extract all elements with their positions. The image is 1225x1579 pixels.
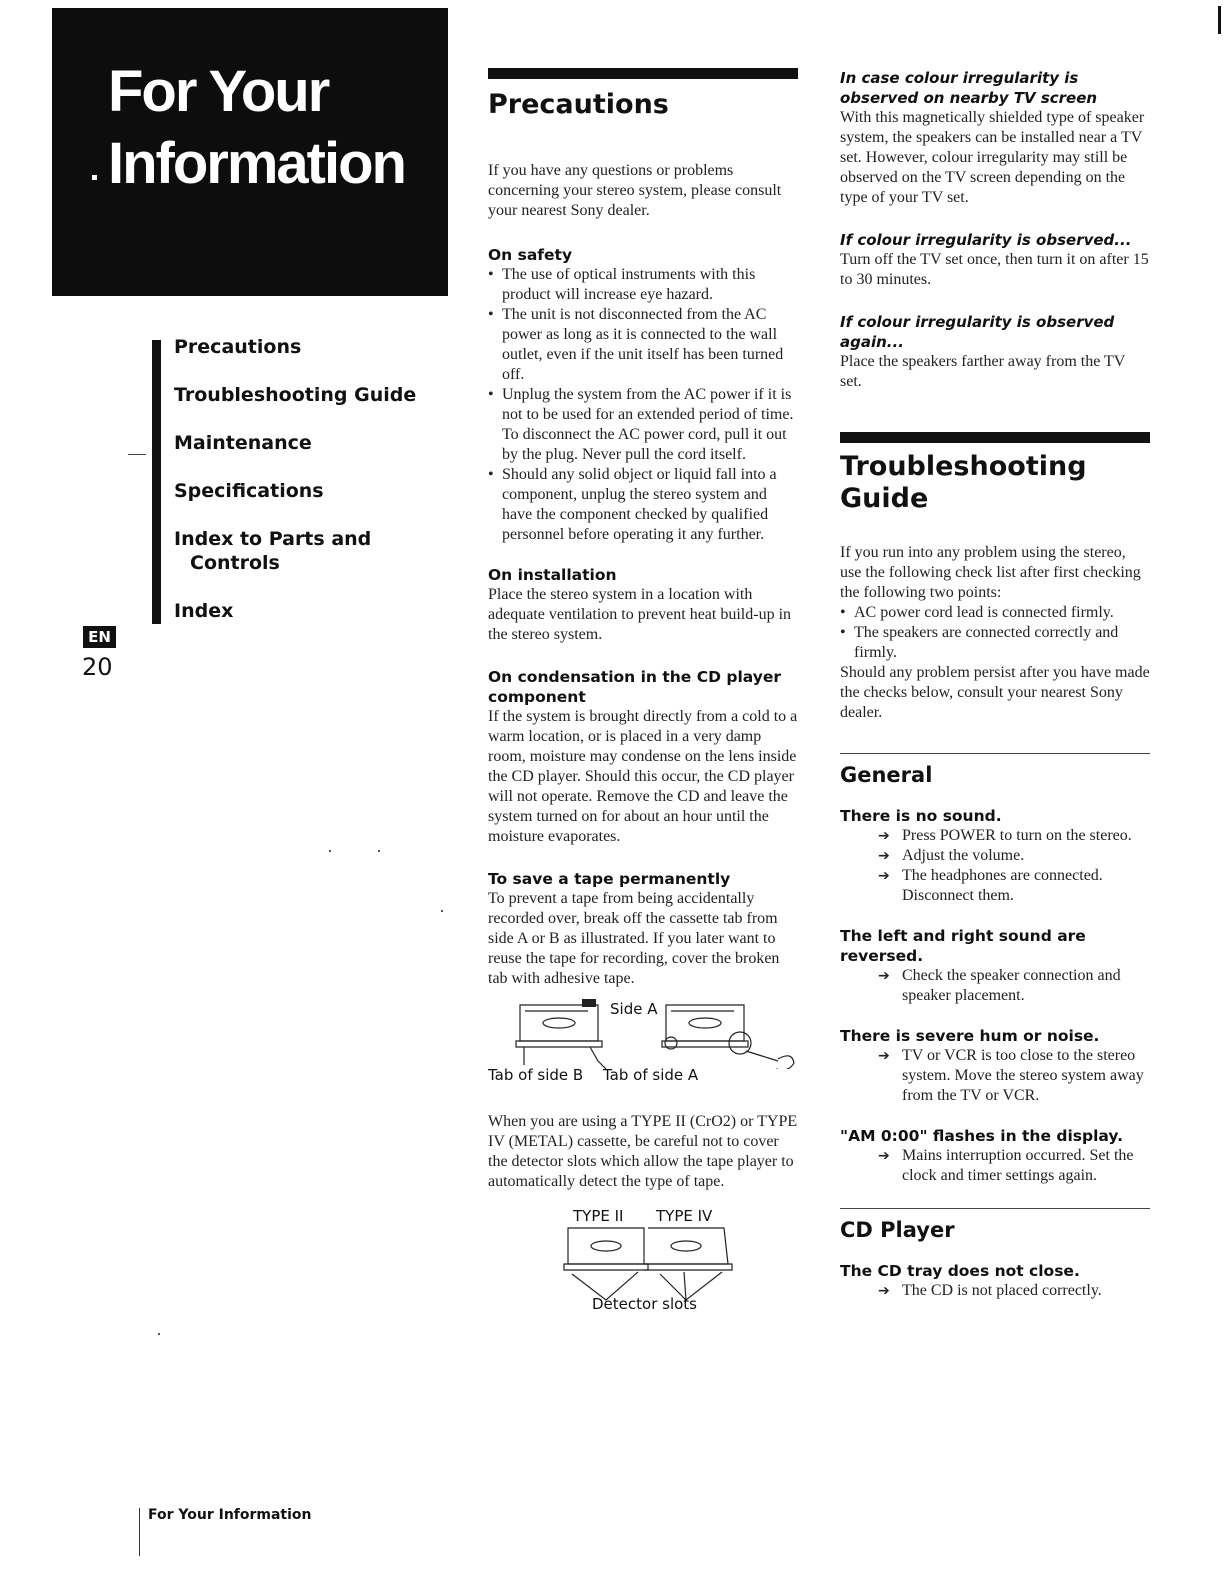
figure-label-type2: TYPE II (573, 1207, 624, 1225)
installation-heading: On installation (488, 566, 617, 584)
section-rule (840, 432, 1150, 443)
solution-item: ➔ Mains interruption occurred. Set the clock and timer settings again. (878, 1147, 1134, 1184)
speck (378, 850, 380, 852)
colour-text-3: Place the speakers farther away from the TV set. (840, 353, 1126, 390)
general-title: General (840, 763, 933, 787)
arrow-right-icon: ➔ (878, 1283, 890, 1299)
figure-label-detector-slots: Detector slots (592, 1295, 697, 1313)
installation-text: Place the stereo system in a location with adequate ventilation to prevent heat build-up in the stereo system. (488, 586, 792, 643)
troubleshooting-outro: Should any problem persist after you have made the checks below, consult your nearest Sony dealer. (840, 664, 1150, 721)
solutions-hum (840, 1046, 1150, 1106)
solution-item: ➔ Check the speaker connection and speaker placement. (878, 967, 1121, 1004)
safety-list (488, 265, 798, 545)
divider (840, 753, 1150, 754)
troubleshooting-title (840, 451, 1150, 515)
arrow-right-icon: ➔ (878, 868, 890, 884)
precautions-title: Precautions (488, 89, 669, 120)
arrow-right-icon: ➔ (878, 968, 890, 984)
footer-label: For Your Information (148, 1507, 312, 1523)
arrow-right-icon: ➔ (878, 828, 890, 844)
safety-item: • The use of optical instruments with this product will increase eye hazard. (488, 265, 798, 305)
cd-player-title: CD Player (840, 1218, 955, 1242)
tape-text: To prevent a tape from being accidentally recorded over, break off the cassette tab from side A or B as illustrated. If you later want to reuse the tape for recording, cover the broken tab with adhesive tape. (488, 890, 780, 987)
troubleshooting-checklist (840, 603, 1150, 663)
solution-item: ➔ The headphones are connected. Disconnect them. (878, 867, 1103, 904)
toc-item-troubleshooting[interactable]: Troubleshooting Guide (174, 384, 417, 406)
check-item: • The speakers are connected correctly and firmly. (840, 623, 1150, 663)
troubleshooting-intro: If you run into any problem using the stereo, use the following check list after first checking the following two points: (840, 544, 1141, 601)
condensation-text: If the system is brought directly from a cold to a warm location, or is placed in a very damp room, moisture may condense on the lens inside the CD player. Should this occur, the CD player will not operate. Remove the CD and leave the system turned on for about an hour until the moisture evaporates. (488, 708, 798, 845)
speck (329, 850, 331, 852)
footer-rule (139, 1508, 140, 1556)
solution-item: ➔ TV or VCR is too close to the stereo system. Move the stereo system away from the TV or VCR. (878, 1047, 1144, 1104)
solutions-cd-tray (840, 1281, 1150, 1301)
safety-item: • Should any solid object or liquid fall into a component, unplug the stereo system and have the component checked by qualified personnel before operating it any further. (488, 465, 798, 545)
solutions-reversed (840, 966, 1150, 1006)
detector-slots-illustration (488, 1224, 748, 1304)
problem-am-flash: "AM 0:00" flashes in the display. (840, 1127, 1123, 1145)
toc-bar (152, 340, 161, 624)
section-rule (488, 68, 798, 79)
edge-mark (1218, 6, 1221, 34)
speck (158, 1333, 160, 1335)
toc-item-precautions[interactable]: Precautions (174, 336, 302, 358)
safety-item: • Unplug the system from the AC power if it is not to be used for an extended period of time. To disconnect the AC power cord, pull it out by the plug. Never pull the cord itself. (488, 385, 798, 465)
bullet-dot (92, 175, 97, 180)
colour-heading-3: If colour irregularity is observed again... (840, 313, 1115, 351)
section-title-line2: Information (108, 131, 405, 196)
colour-heading-2: If colour irregularity is observed... (840, 231, 1132, 249)
safety-item: • The unit is not disconnected from the AC power as long as it is connected to the wall outlet, even if the unit itself has been turned off. (488, 305, 798, 385)
colour-text-2: Turn off the TV set once, then turn it on after 15 to 30 minutes. (840, 251, 1149, 288)
troubleshooting-title-line1: Troubleshooting (840, 451, 1087, 482)
figure-label-side-a: Side A (610, 1000, 658, 1018)
toc-item-index-parts-line2: Controls (190, 552, 280, 574)
problem-no-sound: There is no sound. (840, 807, 1002, 825)
page-number: 20 (82, 653, 113, 681)
toc-item-maintenance[interactable]: Maintenance (174, 432, 312, 454)
figure-label-tab-b: Tab of side B (488, 1066, 584, 1084)
solutions-am-flash (840, 1146, 1150, 1186)
precautions-intro: If you have any questions or problems concerning your stereo system, please consult your nearest Sony dealer. (488, 162, 782, 219)
check-item: • AC power cord lead is connected firmly. (840, 603, 1150, 623)
tape-heading: To save a tape permanently (488, 870, 731, 888)
safety-heading: On safety (488, 246, 573, 264)
divider (840, 1208, 1150, 1209)
solution-item: ➔ The CD is not placed correctly. (878, 1282, 1102, 1299)
tape-type-text: When you are using a TYPE II (CrO2) or TYPE IV (METAL) cassette, be careful not to cover the detector slots which allow the tape player to automatically detect the type of tape. (488, 1113, 798, 1190)
toc-marker (128, 454, 146, 455)
arrow-right-icon: ➔ (878, 1048, 890, 1064)
figure-label-tab-a: Tab of side A (603, 1066, 699, 1084)
language-badge: EN (83, 626, 116, 648)
detector-slots-figure (488, 1207, 798, 1332)
speck (441, 910, 443, 912)
problem-hum: There is severe hum or noise. (840, 1027, 1100, 1045)
toc-item-index-parts[interactable] (174, 527, 444, 575)
toc-item-index[interactable]: Index (174, 600, 234, 622)
condensation-heading: On condensation in the CD player component (488, 668, 781, 706)
figure-label-type4: TYPE IV (656, 1207, 713, 1225)
arrow-right-icon: ➔ (878, 1148, 890, 1164)
problem-reversed: The left and right sound are reversed. (840, 927, 1086, 965)
troubleshooting-title-line2: Guide (840, 483, 929, 514)
solution-item: ➔ Adjust the volume. (878, 847, 1025, 864)
problem-cd-tray: The CD tray does not close. (840, 1262, 1080, 1280)
toc-item-specifications[interactable]: Specifications (174, 480, 324, 502)
colour-and-troubleshooting-column (840, 68, 1150, 1301)
colour-text-1: With this magnetically shielded type of speaker system, the speakers can be installed near a TV set. However, colour irregularity may still be observed on the TV screen depending on the type of your TV set. (840, 109, 1145, 206)
toc-item-index-parts-line1: Index to Parts and (174, 528, 372, 550)
colour-heading-1: In case colour irregularity is observed on nearby TV screen (840, 69, 1098, 107)
solution-item: ➔ Press POWER to turn on the stereo. (878, 827, 1132, 844)
arrow-right-icon: ➔ (878, 848, 890, 864)
table-of-contents (174, 335, 444, 647)
section-title-line1: For Your (108, 59, 329, 124)
section-title (108, 56, 405, 200)
precautions-column (488, 68, 798, 1332)
solutions-no-sound (840, 826, 1150, 906)
cassette-tab-figure (488, 999, 798, 1094)
